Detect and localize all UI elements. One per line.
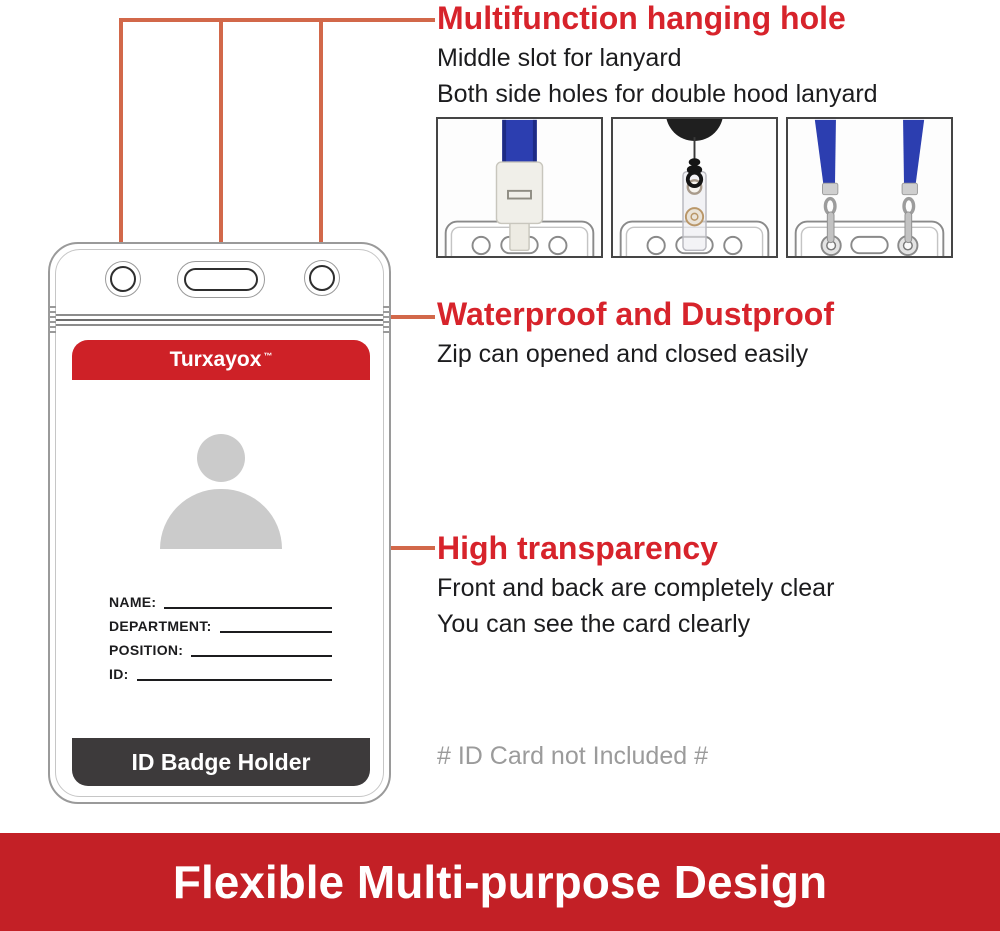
field-blank-line <box>191 655 332 657</box>
callout-waterproof-title: Waterproof and Dustproof <box>437 296 834 332</box>
bottom-banner <box>0 833 1000 931</box>
callout-transparency-line1: Front and back are completely clear <box>437 574 835 602</box>
field-label: DEPARTMENT: <box>109 618 212 634</box>
banner-title: Flexible Multi-purpose Design <box>172 856 828 908</box>
right-hole-pointer-line <box>319 18 323 272</box>
left-hole-pointer-line <box>119 18 123 272</box>
callout-transparency-title: High transparency <box>437 530 718 566</box>
badge-reel-photo <box>611 117 778 258</box>
right-hanging-hole-ring <box>309 265 335 291</box>
badge-holder-illustration <box>48 242 391 804</box>
callout-waterproof-line1: Zip can opened and closed easily <box>437 340 809 368</box>
callout-hanging-hole-line1: Middle slot for lanyard <box>437 44 682 72</box>
person-silhouette-body <box>160 489 282 549</box>
middle-slot-pointer-line <box>219 18 223 272</box>
zipper-line <box>56 319 383 321</box>
field-blank-line <box>220 631 332 633</box>
field-label: ID: <box>109 666 129 682</box>
lanyard-clip-drawing <box>438 119 601 256</box>
field-row-department <box>109 614 332 636</box>
field-row-id <box>109 662 332 684</box>
card-footer-label: ID Badge Holder <box>131 748 311 775</box>
double-hook-lanyard-drawing <box>788 119 951 256</box>
callout-hanging-hole-title: Multifunction hanging hole <box>437 0 846 36</box>
zipper-line <box>56 324 383 326</box>
left-hanging-hole-ring <box>110 266 136 292</box>
card-brand-header <box>72 340 370 380</box>
badge-reel-drawing <box>613 119 776 256</box>
hanging-hole-rail <box>120 18 435 22</box>
person-silhouette-head <box>197 434 245 482</box>
zipper-left-serration <box>49 306 56 334</box>
callout-transparency-line2: You can see the card clearly <box>437 610 751 638</box>
field-label: POSITION: <box>109 642 184 658</box>
brand-name: Turxayox <box>169 348 262 371</box>
middle-slot <box>184 268 258 291</box>
card-footer-bar <box>72 738 370 786</box>
lanyard-clip-photo <box>436 117 603 258</box>
trademark-symbol: ™ <box>263 351 273 361</box>
field-blank-line <box>137 679 332 681</box>
usage-photo-strip <box>436 117 953 258</box>
id-card <box>72 340 370 786</box>
field-row-name <box>109 590 332 612</box>
callout-hanging-hole-line2: Both side holes for double hood lanyard <box>437 80 878 108</box>
field-blank-line <box>164 607 332 609</box>
field-row-position <box>109 638 332 660</box>
field-label: NAME: <box>109 594 157 610</box>
zipper-right-serration <box>383 306 390 334</box>
double-hook-lanyard-photo <box>786 117 953 258</box>
zipper-line <box>56 314 383 316</box>
id-card-not-included-note: # ID Card not Included # <box>437 742 708 770</box>
